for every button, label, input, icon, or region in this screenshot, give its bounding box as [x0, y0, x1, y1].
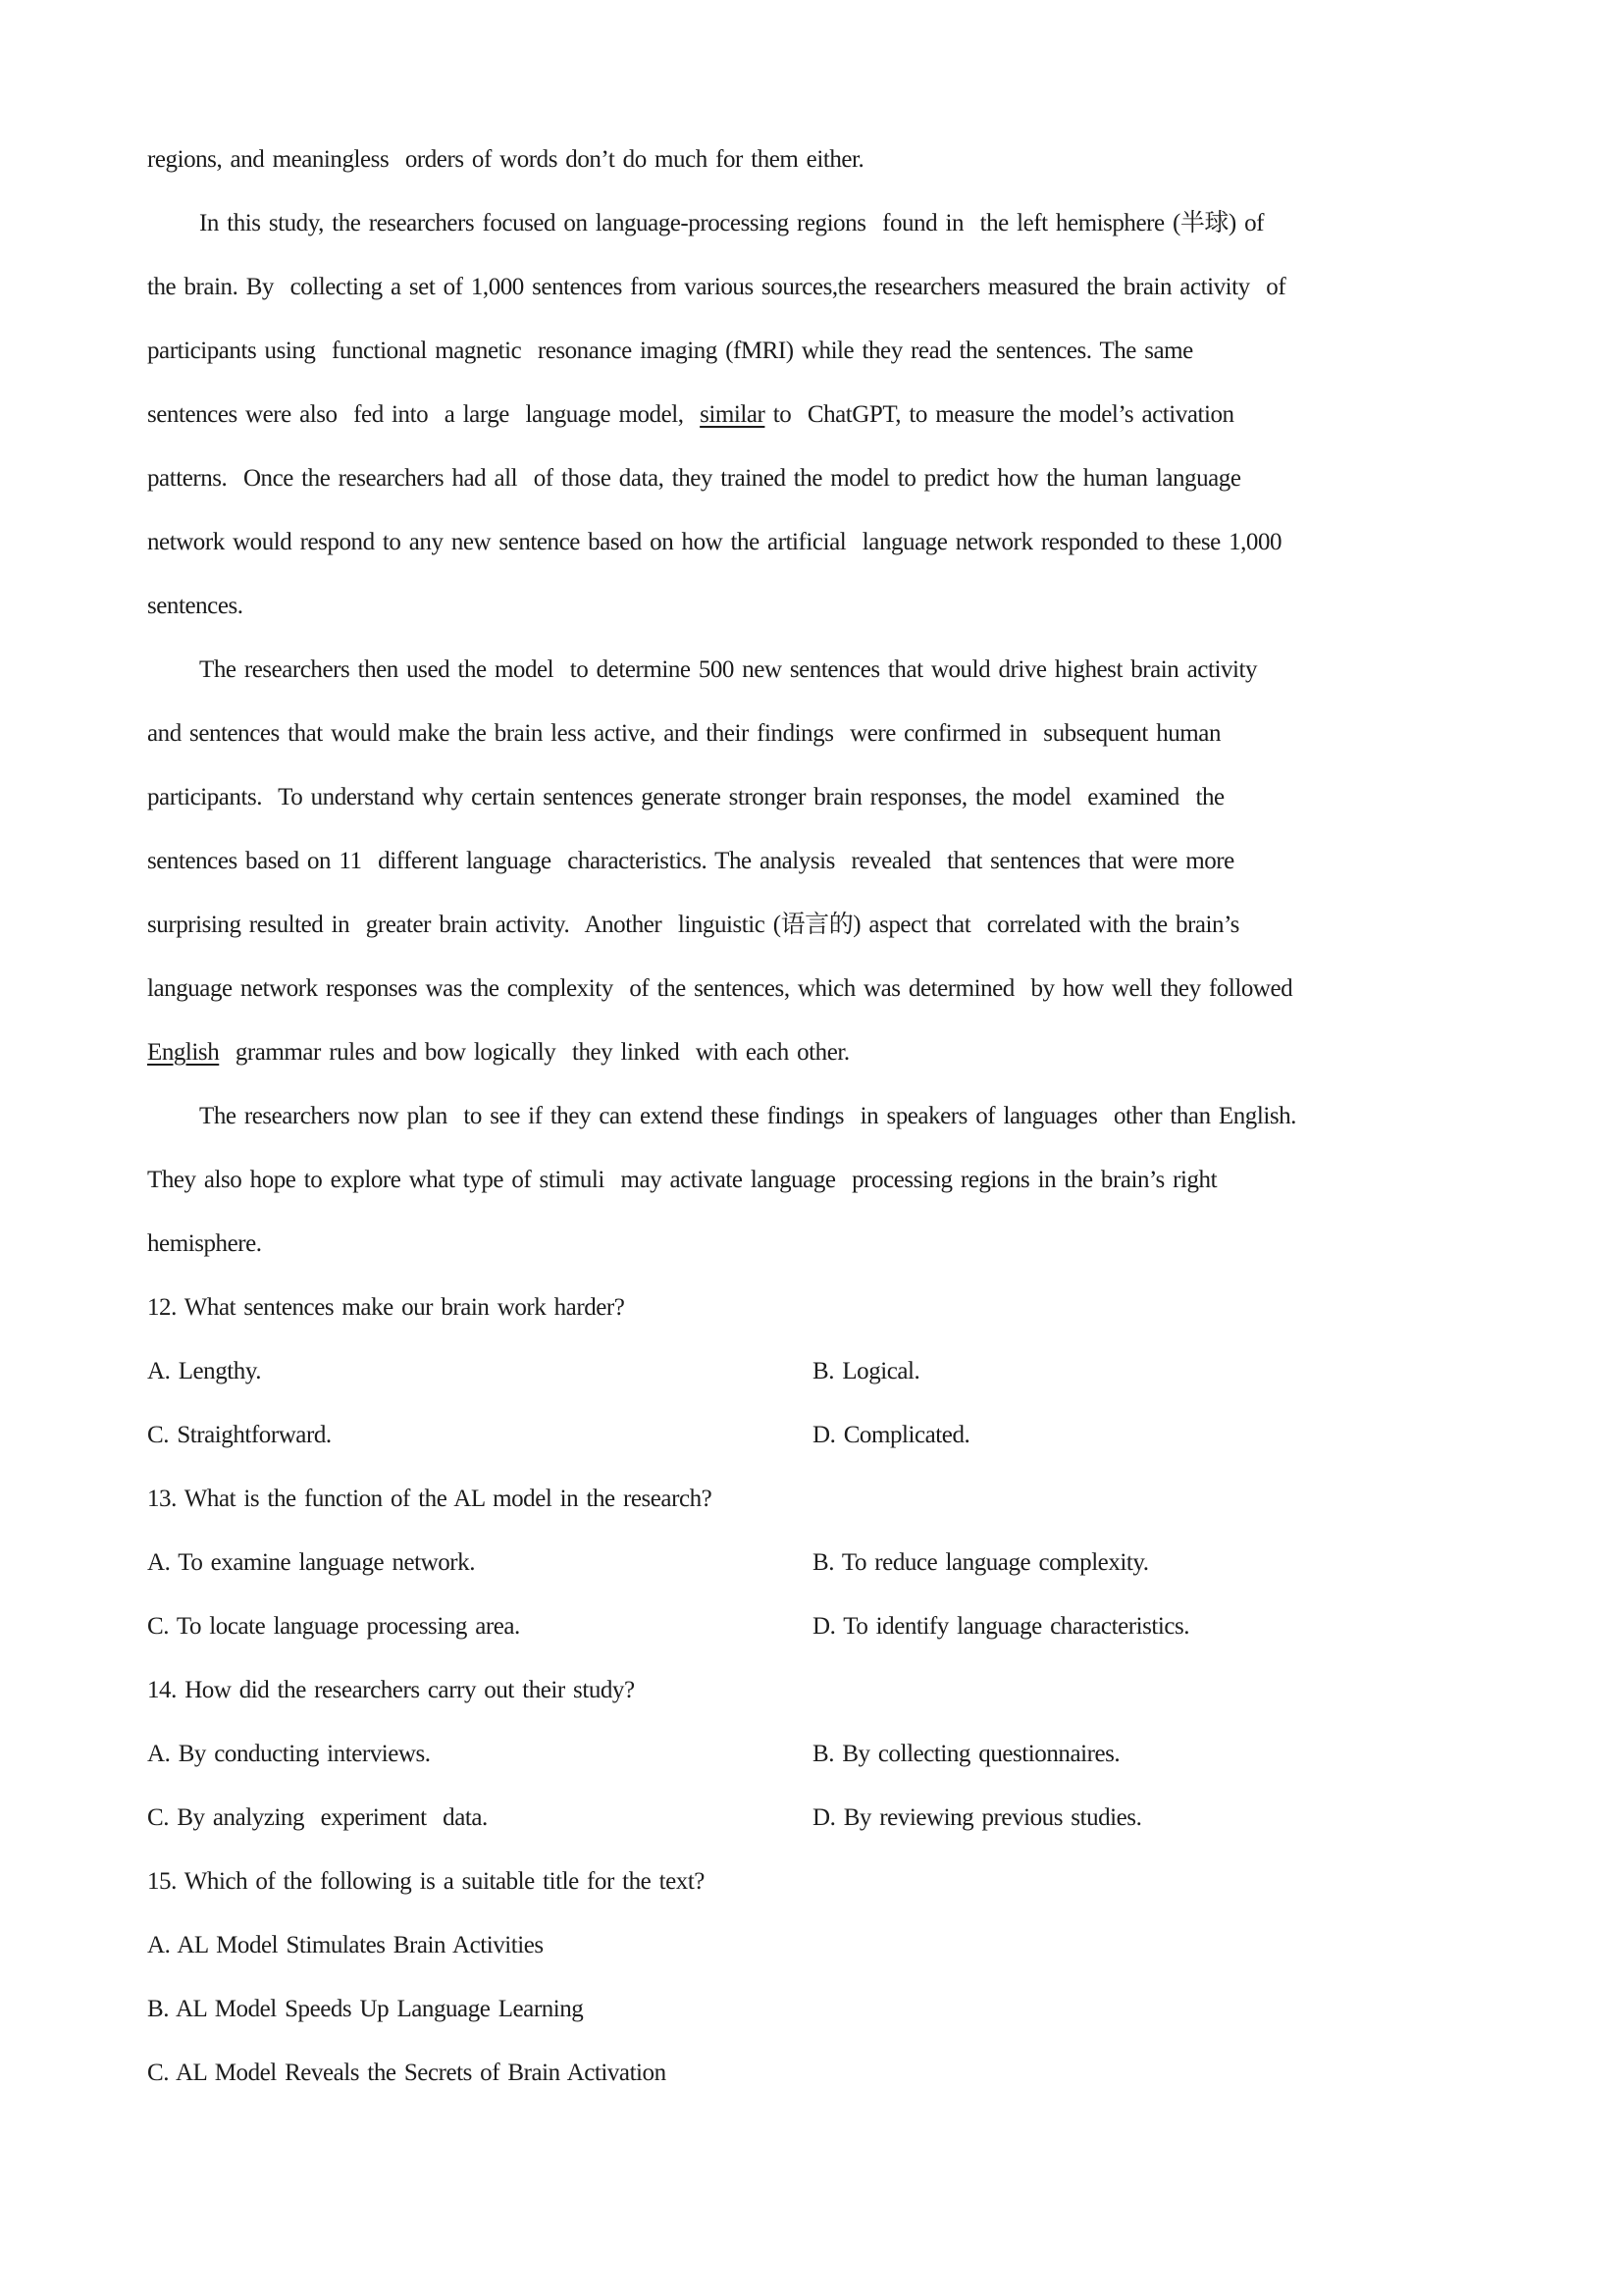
passage-line: surprising resulted in greater brain activity. Another linguistic (语言的) aspect that correlated with the brain’s: [147, 912, 1239, 938]
option-right: D. To identify language characteristics.: [812, 1613, 1190, 1640]
passage-line: sentences based on 11 different language characteristics. The analysis revealed that sentences that were more: [147, 848, 1234, 874]
option-row: [147, 1913, 1513, 1977]
passage-line: In this study, the researchers focused on language-processing regions found in the left hemisphere (半球) of: [199, 210, 1265, 236]
option-left: C. AL Model Reveals the Secrets of Brain Activation: [147, 2060, 666, 2086]
passage-line: language network responses was the complexity of the sentences, which was determined by how well they followed: [147, 975, 1293, 1002]
underlined-word: English: [147, 1039, 220, 1066]
option-row: [147, 1531, 1513, 1594]
option-row: [147, 2041, 1513, 2105]
passage-line: network would respond to any new sentence based on how the artificial language network responded to these 1,000: [147, 529, 1283, 555]
option-row: [147, 1722, 1513, 1786]
option-left: A. To examine language network.: [147, 1549, 476, 1576]
option-row: [147, 1786, 1513, 1850]
option-row: [147, 1594, 1513, 1658]
option-right: D. Complicated.: [812, 1422, 970, 1448]
document-content: [147, 128, 1513, 2105]
option-right: B. Logical.: [812, 1358, 920, 1384]
passage-line: The researchers now plan to see if they can extend these findings in speakers of languages other than English.: [199, 1103, 1296, 1129]
passage-line: patterns. Once the researchers had all of those data, they trained the model to predict how the human language: [147, 465, 1241, 492]
question-stem: 15. Which of the following is a suitable title for the text?: [147, 1868, 705, 1895]
option-right: B. To reduce language complexity.: [812, 1549, 1149, 1576]
question-stem: 14. How did the researchers carry out their study?: [147, 1677, 635, 1703]
option-left: C. Straightforward.: [147, 1422, 332, 1448]
option-left: A. By conducting interviews.: [147, 1741, 431, 1767]
option-row: [147, 1339, 1513, 1403]
passage-line: They also hope to explore what type of stimuli may activate language processing regions in the brain’s right: [147, 1167, 1218, 1193]
passage-line: the brain. By collecting a set of 1,000 sentences from various sources,the researchers measured the brain activity of: [147, 274, 1286, 300]
passage-line: English grammar rules and bow logically they linked with each other.: [147, 1039, 850, 1066]
option-left: C. By analyzing experiment data.: [147, 1804, 488, 1831]
option-row: [147, 1977, 1513, 2041]
option-right: B. By collecting questionnaires.: [812, 1741, 1121, 1767]
option-left: A. Lengthy.: [147, 1358, 262, 1384]
option-left: A. AL Model Stimulates Brain Activities: [147, 1932, 544, 1958]
underlined-word: similar: [700, 401, 765, 428]
passage-line: participants using functional magnetic resonance imaging (fMRI) while they read the sentences. The same: [147, 338, 1193, 364]
passage-line: regions, and meaningless orders of words don’t do much for them either.: [147, 146, 864, 173]
question-stem: 12. What sentences make our brain work harder?: [147, 1294, 625, 1321]
passage-line: hemisphere.: [147, 1230, 262, 1257]
passage-line: sentences were also fed into a large language model, similar to ChatGPT, to measure the model’s activation: [147, 401, 1234, 428]
passage-line: participants. To understand why certain sentences generate stronger brain responses, the model examined the: [147, 784, 1225, 810]
passage-line: and sentences that would make the brain less active, and their findings were confirmed in subsequent human: [147, 720, 1221, 747]
option-left: B. AL Model Speeds Up Language Learning: [147, 1996, 584, 2022]
option-row: [147, 1403, 1513, 1467]
passage-line: The researchers then used the model to determine 500 new sentences that would drive highest brain activity: [199, 656, 1258, 683]
option-right: D. By reviewing previous studies.: [812, 1804, 1142, 1831]
passage-line: sentences.: [147, 593, 243, 619]
question-stem: 13. What is the function of the AL model in the research?: [147, 1486, 712, 1512]
option-left: C. To locate language processing area.: [147, 1613, 520, 1640]
